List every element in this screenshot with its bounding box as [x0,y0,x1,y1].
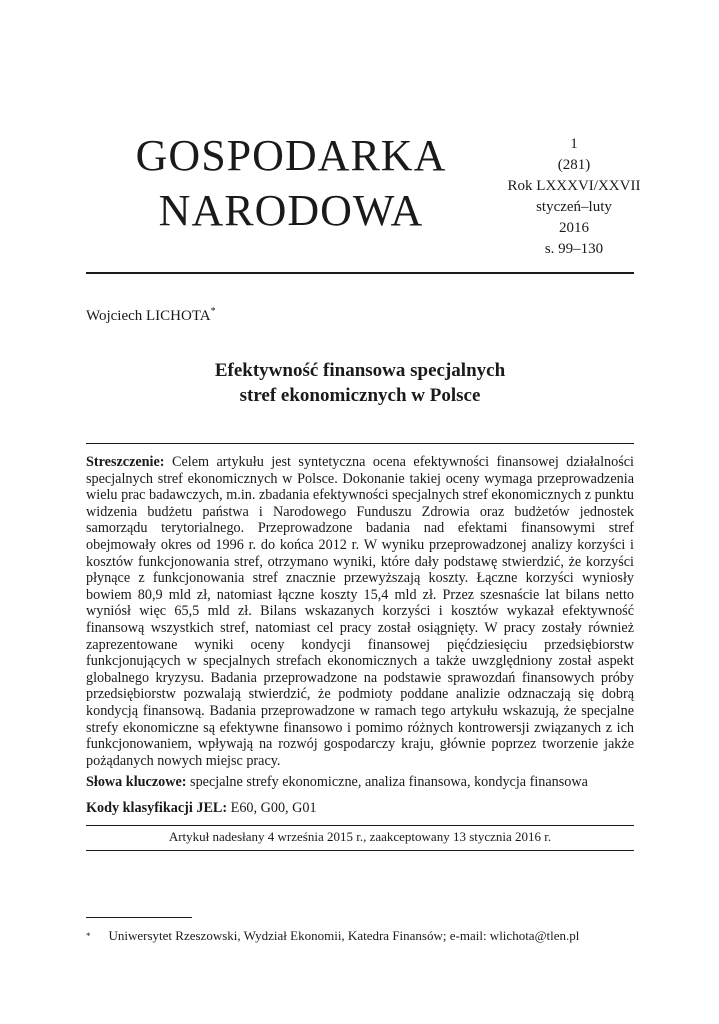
keywords-label: Słowa kluczowe: [86,774,187,790]
author-footnote-mark: * [210,306,216,317]
issue-year: 2016 [559,220,589,236]
jel-codes [86,800,634,817]
abstract-text: Celem artykułu jest syntetyczna ocena efektywności finansowej działalności specjalnych stref ekonomicznych w Polsce. Dokonanie takiej oceny wymaga przeprowadzenia wielu prac badawczych, m.in. zbadania efektywności specjalnych stref ekonomicznych z punktu widzenia budżetu państwa i Narodowego Funduszu Zdrowia oraz budżetów jednostek samorządu terytorialnego. Przeprowadzone badania nad efektami finansowymi stref obejmowały okres od 1996 r. do końca 2012 r. W wyniku przeprowadzonej analizy korzyści i kosztów funkcjonowania stref, otrzymano wyniki, które dały podstawę stwierdzić, że korzyści płynące z funkcjonowania stref znacznie przewyższają koszty. Łączne korzyści wyniosły bowiem 80,9 mld zł, natomiast łączne koszty 15,4 mld zł. Przez szesnaście lat bilans netto wyniósł więc 65,5 mld zł. Bilans wskazanych korzyści i kosztów wykazał efektywność finansową wszystkich stref, natomiast cel pracy został osiągnięty. W pracy zostały również zaprezentowane wyniki oceny kondycji finansowej pięćdziesięciu przedsiębiorstw funkcjonujących w specjalnych strefach ekonomicznych a także uwzględniony został aspekt globalnego kryzysu. Badania przeprowadzone na podstawie sprawozdań finansowych próby przedsiębiorstw pozwalają stwierdzić, że podmioty poddane analizie odznaczają się dobrą kondycją finansową. Badania przeprowadzone w ramach tego artykułu wskazują, że specjalne strefy ekonomiczne są efektywne finansowo i pomimo różnych kontrowersji związanych z ich funkcjonowaniem, wpływają na rozwój gospodarczy kraju, głównie poprzez tworzenie jakże pożądanych nowych miejsc pracy. [86,454,634,769]
issue-total: (281) [557,157,591,173]
paper-title-line1: Efektywność finansowa specjalnych [214,360,506,381]
footnote-mark: * [86,931,91,941]
jel-text: E60, G00, G01 [230,800,317,816]
jel-label: Kody klasyfikacji JEL: [86,800,228,816]
header-divider [86,272,634,274]
journal-title-line1: GOSPODARKA [135,131,447,180]
submission-dates: Artykuł nadesłany 4 września 2015 r., zaakceptowany 13 stycznia 2016 r. [168,829,552,844]
journal-title [116,128,466,238]
footnote [86,928,634,944]
abstract-box [86,443,634,851]
footnote-divider [86,917,192,918]
footnote-text: Uniwersytet Rzeszowski, Wydział Ekonomii, Katedra Finansów; e-mail: wlichota@tlen.pl [108,928,580,943]
submission-divider [86,825,634,826]
abstract [86,454,634,769]
journal-title-line2: NARODOWA [158,186,424,235]
author [86,306,216,325]
issue-months: styczeń–luty [536,199,612,215]
abstract-label: Streszczenie: [86,454,165,470]
paper-title [86,358,634,408]
keywords [86,774,634,791]
paper-title-line2: stref ekonomicznych w Polsce [239,385,481,406]
issue-pages: s. 99–130 [544,241,604,257]
keywords-text: specjalne strefy ekonomiczne, analiza finansowa, kondycja finansowa [190,774,588,790]
issue-info [505,134,643,260]
author-name: Wojciech LICHOTA [86,308,211,324]
year-volume: Rok LXXXVI/XXVII [507,178,641,194]
issue-number: 1 [570,136,578,152]
